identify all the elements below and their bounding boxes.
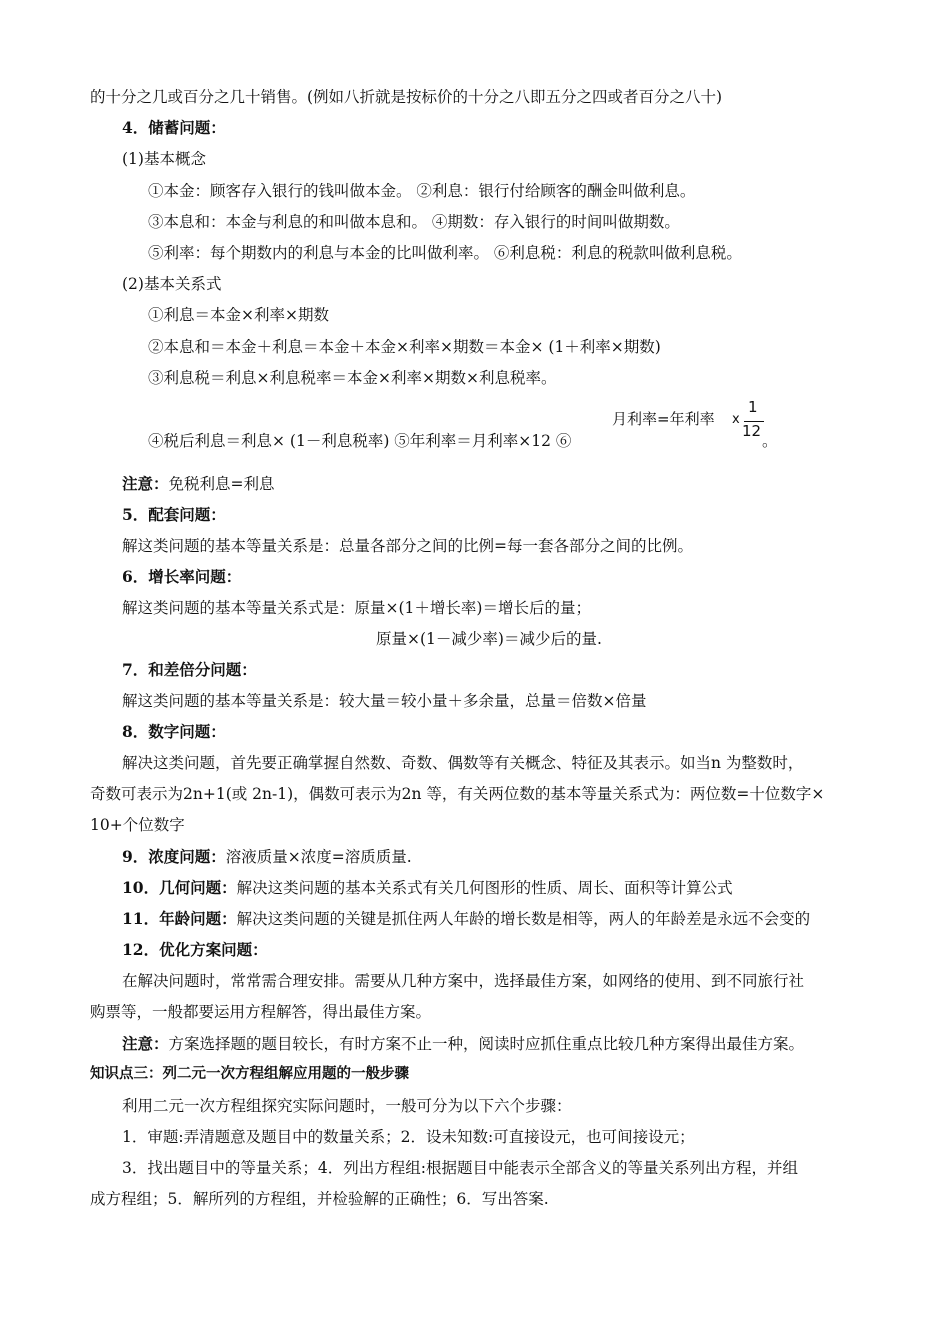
section-heading-knowledge-point-3: 知识点三：列二元一次方程组解应用题的一般步骤	[90, 1066, 409, 1082]
heading-concentration: 9．浓度问题：	[122, 847, 226, 866]
text-line: 成方程组；5．解所列的方程组，并检验解的正确性；6．写出答案.	[90, 1190, 549, 1208]
heading-age: 11．年龄问题：	[122, 909, 237, 928]
text-line: 解决这类问题的关键是抓住两人年龄的增长数是相等，两人的年龄差是永远不会变的	[236, 910, 811, 928]
note-text: 方案选择题的题目较长，有时方案不止一种，阅读时应抓住重点比较几种方案得出最佳方案。	[168, 1035, 805, 1053]
text-line: 3．找出题目中的等量关系；4．列出方程组:根据题目中能表示全部含义的等量关系列出方程，并组	[122, 1159, 798, 1177]
text-line: 购票等，一般都要运用方程解答，得出最佳方案。	[90, 1003, 432, 1021]
heading-optimization: 12．优化方案问题：	[122, 940, 268, 959]
subheading: (1)基本概念	[122, 150, 206, 168]
monthly-rate-formula-image	[612, 398, 772, 446]
heading-growth-rate: 6．增长率问题：	[122, 567, 242, 586]
text-line: 解决这类问题的基本关系式有关几何图形的性质、周长、面积等计算公式	[236, 879, 733, 897]
text-line: ⑤利率：每个期数内的利息与本金的比叫做利率。 ⑥利息税：利息的税款叫做利息税。	[148, 244, 742, 262]
heading-geometry: 10．几何问题：	[122, 878, 237, 897]
formula-numerator: 1	[748, 398, 758, 416]
text-line: ③利息税＝利息×利息税率＝本金×利率×期数×利息税率。	[148, 369, 557, 387]
formula-label: 月利率=年利率	[612, 410, 715, 428]
text-line: 的十分之几或百分之几十销售。(例如八折就是按标价的十分之八即五分之四或者百分之八十)	[90, 88, 723, 106]
text-line: ②本息和＝本金＋利息＝本金＋本金×利率×期数＝本金× (1＋利率×期数)	[148, 338, 661, 356]
note-text: 免税利息=利息	[168, 475, 275, 493]
heading-sum-difference: 7．和差倍分问题：	[122, 660, 257, 679]
text-line: ①本金：顾客存入银行的钱叫做本金。 ②利息：银行付给顾客的酬金叫做利息。	[148, 182, 696, 200]
heading-matching: 5．配套问题：	[122, 505, 226, 524]
heading-savings: 4．储蓄问题：	[122, 118, 226, 137]
text-line: 10+个位数字	[90, 816, 185, 834]
text-line: 1．审题:弄清题意及题目中的数量关系；2．设未知数:可直接设元，也可间接设元；	[122, 1128, 695, 1146]
heading-number-problems: 8．数字问题：	[122, 722, 226, 741]
formula-tail: 。	[762, 432, 778, 450]
text-line: ③本息和：本金与利息的和叫做本息和。 ④期数：存入银行的时间叫做期数。	[148, 213, 680, 231]
text-line: 原量×(1－减少率)＝减少后的量.	[376, 630, 602, 648]
formula-times: x	[732, 412, 740, 427]
text-line: 解这类问题的基本等量关系是：较大量＝较小量＋多余量，总量＝倍数×倍量	[122, 692, 647, 710]
formula-denominator: 12	[742, 422, 762, 440]
text-line: 奇数可表示为2n+1(或 2n-1)，偶数可表示为2n 等，有关两位数的基本等量关系式为：两位数=十位数字×	[90, 785, 825, 803]
text-line: 溶液质量×浓度=溶质质量.	[225, 848, 412, 866]
text-line: 解决这类问题，首先要正确掌握自然数、奇数、偶数等有关概念、特征及其表示。如当n 为整数时，	[122, 754, 804, 772]
text-line: 利用二元一次方程组探究实际问题时，一般可分为以下六个步骤：	[122, 1097, 572, 1115]
text-line: 解这类问题的基本等量关系是：总量各部分之间的比例=每一套各部分之间的比例。	[122, 537, 693, 555]
text-line: 解这类问题的基本等量关系式是：原量×(1＋增长率)＝增长后的量；	[122, 599, 591, 617]
note-label: 注意：	[122, 1034, 169, 1053]
text-line: 在解决问题时，常常需合理安排。需要从几种方案中，选择最佳方案，如网络的使用、到不同旅行社	[122, 972, 805, 990]
note-label: 注意：	[122, 474, 169, 493]
subheading: (2)基本关系式	[122, 275, 222, 293]
text-line: ①利息＝本金×利率×期数	[148, 306, 329, 324]
text-line: ④税后利息＝利息× (1－利息税率) ⑤年利率＝月利率×12 ⑥	[148, 432, 572, 450]
